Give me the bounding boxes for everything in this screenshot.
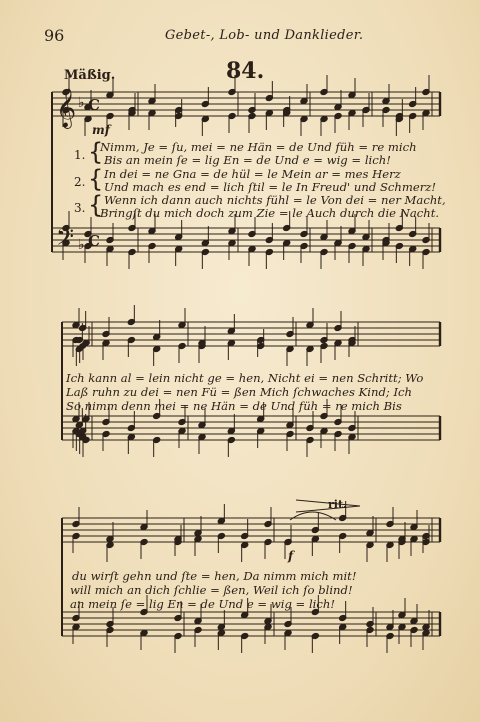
bass-clef: 𝄢 xyxy=(56,223,75,256)
ritardando-marking: rit. xyxy=(328,498,347,511)
lyric-line: Bringſt du mich doch zum Zie = le Auch durch die Nacht. xyxy=(100,206,440,220)
lyric-line: Und mach es end = lich ſtil = le In Freud' und Schmerz! xyxy=(104,180,437,194)
decrescendo-hairpin xyxy=(296,500,360,512)
lyric-line: In dei = ne Gna = de hül = le Mein ar = mes Herz xyxy=(104,167,401,181)
treble-clef: 𝄞 xyxy=(56,88,77,128)
verse-number-3: 3. xyxy=(74,201,86,215)
tempo-marking: Mäßig. xyxy=(64,68,116,83)
page-number: 96 xyxy=(44,26,65,45)
verse-brace: { xyxy=(88,165,104,193)
verse-number-2: 2. xyxy=(74,175,86,189)
lyric-line: So nimm denn mei = ne Hän = de Und füh = re mich Bis xyxy=(66,399,402,413)
verse-number-1: 1. xyxy=(74,148,86,162)
hymn-number: 84. xyxy=(226,58,265,84)
lyric-line: Wenn ich dann auch nichts fühl = le Von dei = ner Macht, xyxy=(104,193,446,207)
dynamic-mf: mf xyxy=(92,123,110,137)
key-signature-flat: ♭ xyxy=(78,237,85,253)
time-signature: C xyxy=(88,232,100,250)
lyric-line: Bis an mein ſe = lig En = de Und e = wig = lich! xyxy=(104,153,391,167)
lyric-line: du wirſt gehn und ſte = hen, Da nimm mich mit! xyxy=(72,569,357,583)
verse-brace: { xyxy=(88,138,104,166)
lyric-line: an mein ſe = lig En = de Und e = wig = lich! xyxy=(70,597,335,611)
running-head: Gebet-, Lob- und Danklieder. xyxy=(165,28,364,43)
verse-brace: { xyxy=(88,191,104,219)
key-signature-flat: ♭ xyxy=(78,95,85,111)
time-signature: C xyxy=(88,96,100,114)
lyric-line: Ich kann al = lein nicht ge = hen, Nicht ei = nen Schritt; Wo xyxy=(66,371,424,385)
dynamic-forte: f xyxy=(288,549,294,563)
slur xyxy=(290,512,336,520)
lyric-line: Laß ruhn zu dei = nen Fü = ßen Mich ſchwaches Kind; Ich xyxy=(66,385,412,399)
lyric-line: will mich an dich ſchlie = ßen, Weil ich ſo blind! xyxy=(70,583,353,597)
lyric-line: Nimm, Je = ſu, mei = ne Hän = de Und füh = re mich xyxy=(100,140,417,154)
